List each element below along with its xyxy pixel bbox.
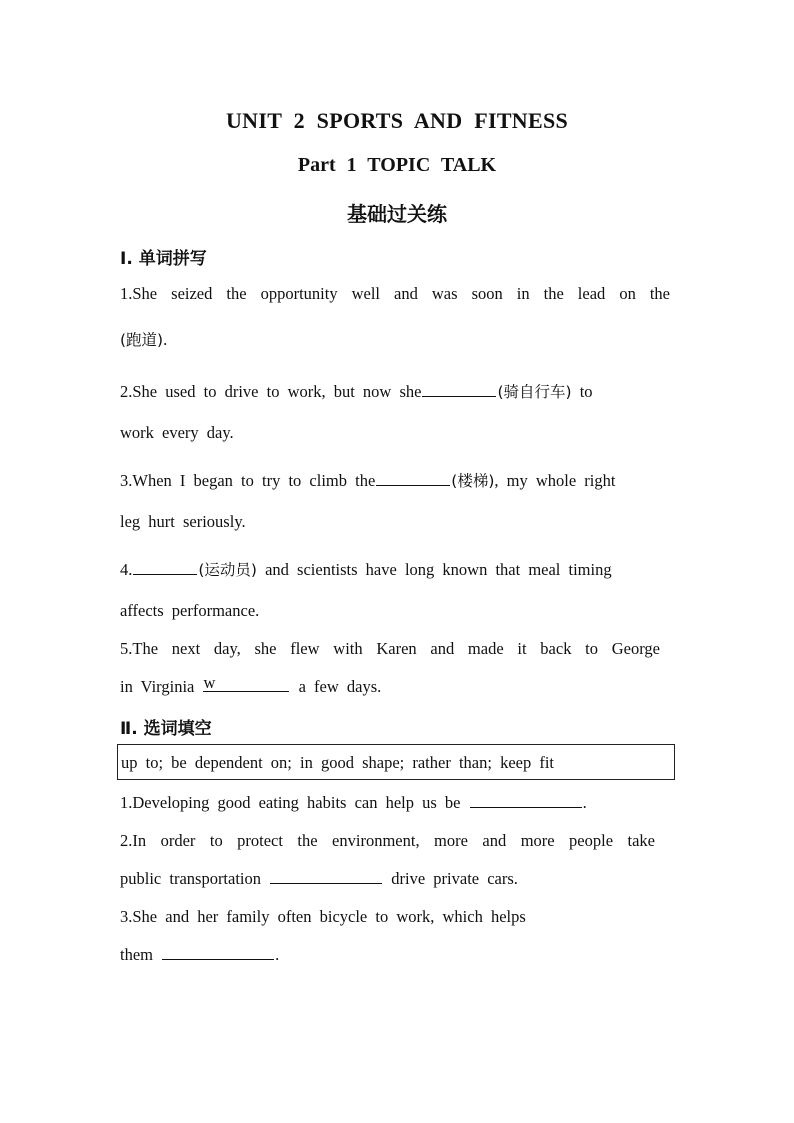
q3-blank[interactable]: [376, 471, 450, 486]
s2-q1-blank[interactable]: [470, 793, 582, 808]
q2-line2: work every day.: [120, 423, 234, 442]
s2-q3-post: .: [275, 945, 280, 964]
q5-first-letter: w: [203, 673, 216, 692]
s2-q2-post: drive private cars.: [383, 869, 518, 888]
s2-q3-line1: 3.She and her family often bicycle to work, which helps: [120, 907, 526, 926]
s2-q2-line1: 2.In order to protect the environment, more and more people take: [120, 831, 655, 850]
q5-line2: [120, 673, 670, 697]
s2-q2-pre: public transportation: [120, 869, 270, 888]
q4-hint: (运动员): [198, 561, 257, 579]
word-bank-box: [117, 744, 675, 780]
q2-post: to: [571, 382, 593, 401]
q3-line1: [120, 469, 670, 491]
s2-q2-line2: [120, 869, 670, 889]
q3-hint: (楼梯): [451, 472, 495, 490]
section2-heading: Ⅱ. 选词填空: [120, 719, 212, 739]
q5-pre: in Virginia: [120, 677, 203, 696]
q2-pre: 2.She used to drive to work, but now she: [120, 382, 422, 401]
q3-line2: leg hurt seriously.: [120, 512, 246, 531]
q1-hint: (跑道): [120, 331, 164, 349]
q1-tail: .: [163, 330, 168, 349]
word-bank-text: up to; be dependent on; in good shape; rather than; keep fit: [121, 753, 555, 772]
s2-q3-blank[interactable]: [162, 945, 274, 960]
s2-q1-line: [120, 793, 670, 813]
q5-line1: 5.The next day, she flew with Karen and made it back to George: [120, 639, 660, 658]
q4-line1: [120, 558, 670, 580]
section1-heading: Ⅰ. 单词拼写: [120, 249, 207, 269]
s2-q2-blank[interactable]: [270, 869, 382, 884]
q5-post: a few days.: [290, 677, 382, 696]
q4-pre: 4.: [120, 560, 133, 579]
s2-q3-pre: them: [120, 945, 162, 964]
q3-post: , my whole right: [494, 471, 616, 490]
q1-line1: 1.She seized the opportunity well and was soon in the lead on the: [120, 284, 670, 303]
s2-q1-pre: 1.Developing good eating habits can help us be: [120, 793, 469, 812]
q3-pre: 3.When I began to try to climb the: [120, 471, 376, 490]
s2-q1-post: .: [582, 793, 587, 812]
exercise-subtitle: 基础过关练: [347, 202, 447, 226]
q1-line2: [120, 328, 670, 350]
s2-q3-line2: [120, 945, 670, 965]
q4-blank[interactable]: [133, 560, 197, 575]
q2-blank[interactable]: [422, 382, 496, 397]
unit-title: UNIT 2 SPORTS AND FITNESS: [225, 108, 569, 133]
q4-post: and scientists have long known that meal timing: [256, 560, 612, 579]
q4-line2: affects performance.: [120, 601, 260, 620]
q5-blank[interactable]: [203, 673, 289, 692]
q2-line1: [120, 380, 670, 402]
part-title: Part 1 TOPIC TALK: [297, 154, 497, 176]
q2-hint: (骑自行车): [497, 383, 572, 401]
